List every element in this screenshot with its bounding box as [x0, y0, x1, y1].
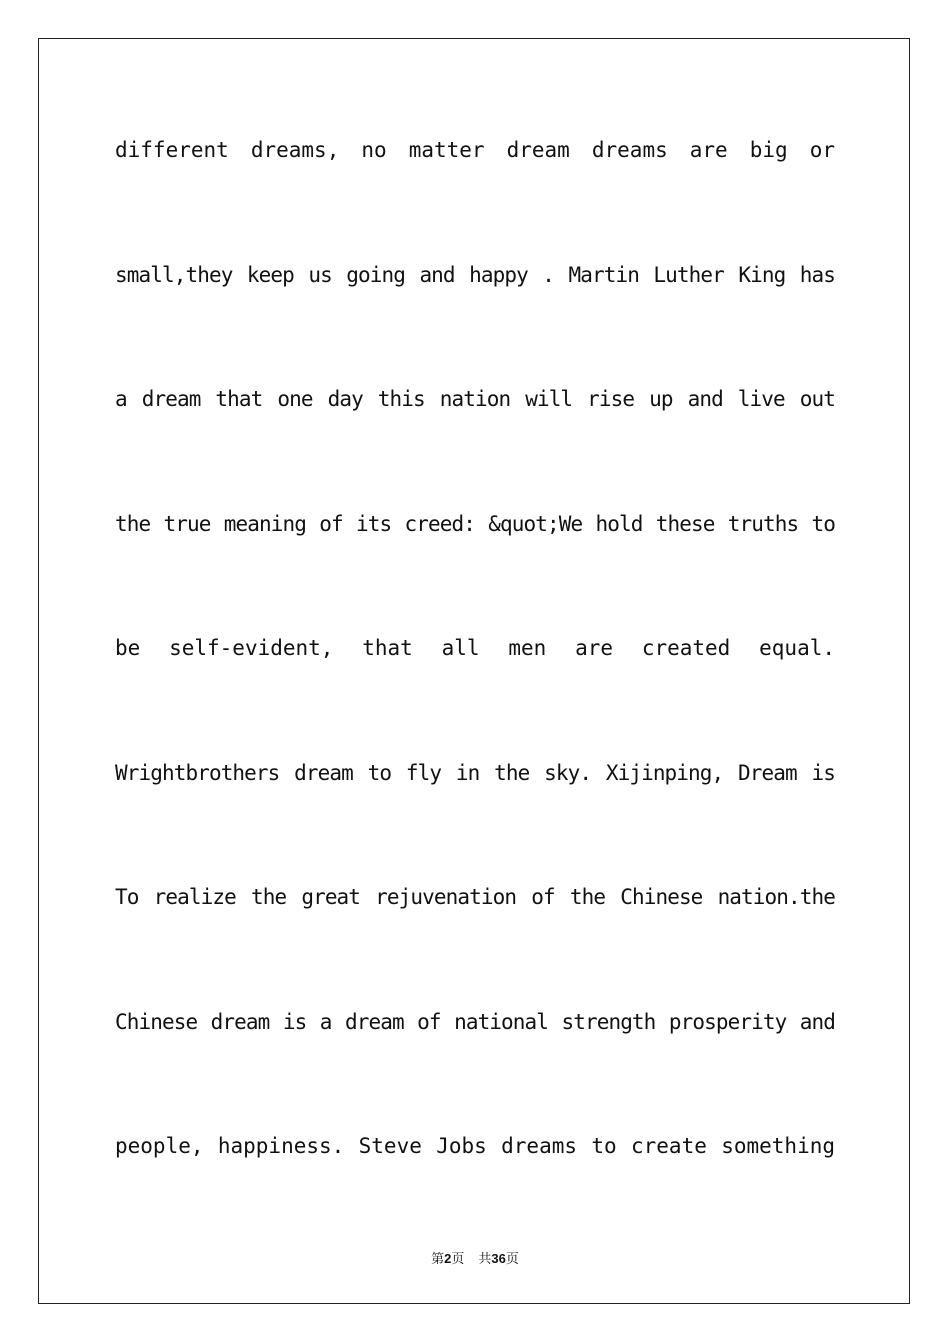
- text-line: different dreams, no matter dream dreams are big or: [115, 138, 835, 162]
- total-pages: 36: [491, 1251, 506, 1266]
- text-line: To realize the great rejuvenation of the Chinese nation.the: [115, 885, 835, 909]
- page-suffix: 页: [451, 1252, 465, 1267]
- document-body: [115, 128, 835, 1249]
- text-line: Wrightbrothers dream to fly in the sky. Xijinping, Dream is: [115, 760, 835, 785]
- page-number: 2: [444, 1251, 452, 1266]
- text-line: a dream that one day this nation will rise up and live out: [115, 387, 835, 411]
- text-line: small,they keep us going and happy . Martin Luther King has: [115, 262, 835, 287]
- text-line: be self-evident, that all men are created equal.: [115, 636, 835, 660]
- total-suffix: 页: [505, 1252, 519, 1267]
- page-prefix: 第: [431, 1252, 445, 1267]
- page-footer: [0, 1248, 950, 1267]
- text-line: people, happiness. Steve Jobs dreams to create something: [115, 1134, 835, 1158]
- total-prefix: 共: [478, 1252, 492, 1267]
- text-line: the true meaning of its creed: &quot;We hold these truths to: [115, 511, 835, 536]
- text-line: Chinese dream is a dream of national strength prosperity and: [115, 1009, 835, 1034]
